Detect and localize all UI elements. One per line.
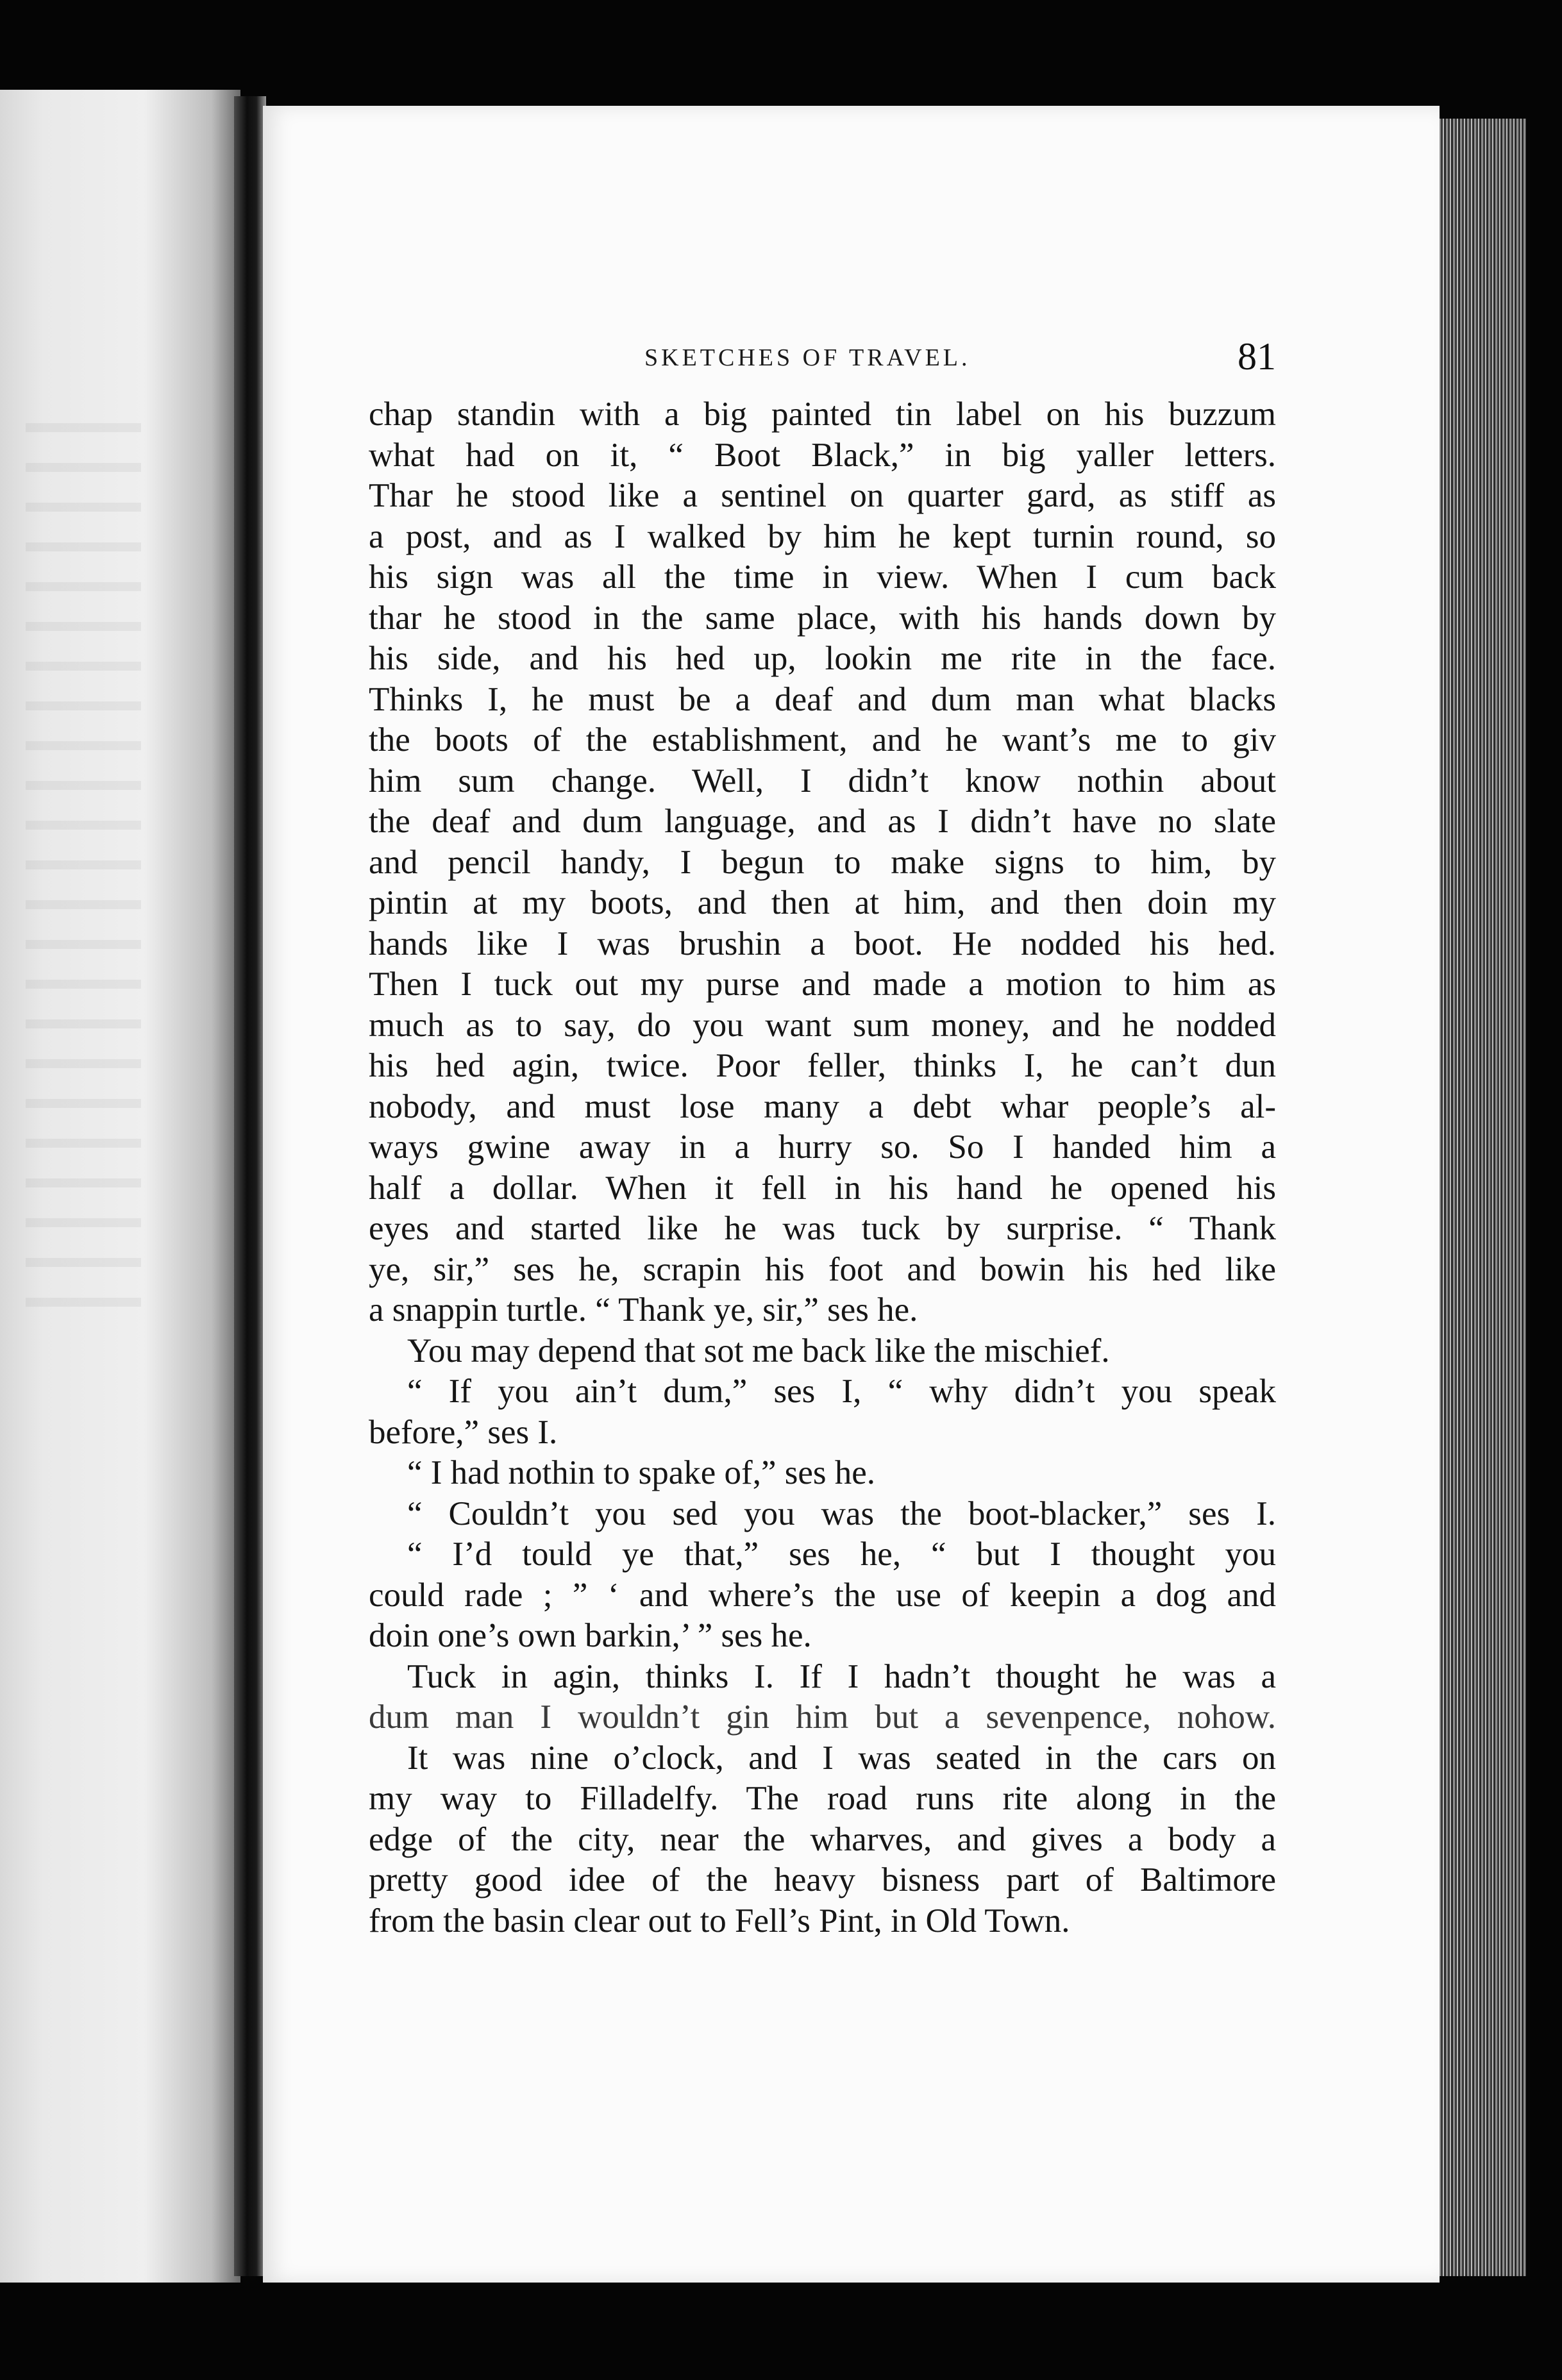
text-line: pintin at my boots, and then at him, and then doin my [369, 884, 1276, 921]
text-line: the deaf and dum language, and as I didn’t have no slate [369, 803, 1276, 840]
text-line: what had on it, “ Boot Black,” in big yaller letters. [369, 436, 1276, 474]
page-number: 81 [1238, 335, 1276, 378]
text-line: and pencil handy, I begun to make signs to him, by [369, 843, 1276, 881]
text-line: “ If you ain’t dum,” ses I, “ why didn’t you speak [407, 1373, 1276, 1410]
text-line: ye, sir,” ses he, scrapin his foot and bowin his hed like [369, 1250, 1276, 1288]
text-line: It was nine o’clock, and I was seated in the cars on [407, 1739, 1276, 1777]
text-line: Thar he stood like a sentinel on quarter gard, as stiff as [369, 477, 1276, 514]
text-line: his hed agin, twice. Poor feller, thinks I, he can’t dun [369, 1047, 1276, 1084]
text-line: pretty good idee of the heavy bisness part of Baltimore [369, 1861, 1276, 1898]
text-line: his sign was all the time in view. When I cum back [369, 558, 1276, 596]
body-text [369, 394, 1276, 1941]
text-line: a snappin turtle. “ Thank ye, sir,” ses he. [369, 1291, 918, 1328]
text-line: Thinks I, he must be a deaf and dum man what blacks [369, 680, 1276, 718]
text-line: ways gwine away in a hurry so. So I handed him a [369, 1128, 1276, 1166]
running-head: SKETCHES OF TRAVEL. [644, 344, 971, 371]
page-fore-edge [1430, 119, 1526, 2276]
text-line: him sum change. Well, I didn’t know nothin about [369, 762, 1276, 800]
text-line: “ I’d tould ye that,” ses he, “ but I thought you [407, 1536, 1276, 1573]
page-header [644, 335, 1276, 386]
text-line: his side, and his hed up, lookin me rite in the face. [369, 640, 1276, 677]
text-line: my way to Filladelfy. The road runs rite along in the [369, 1780, 1276, 1817]
text-line: nobody, and must lose many a debt whar people’s al- [369, 1087, 1276, 1125]
text-line: hands like I was brushin a boot. He nodded his hed. [369, 925, 1276, 962]
left-page [0, 90, 240, 2283]
text-line: “ I had nothin to spake of,” ses he. [407, 1454, 876, 1491]
book-gutter [234, 96, 266, 2276]
text-line: edge of the city, near the wharves, and gives a body a [369, 1820, 1276, 1858]
text-line: from the basin clear out to Fell’s Pint, in Old Town. [369, 1902, 1070, 1940]
text-line: Then I tuck out my purse and made a motion to him as [369, 966, 1276, 1003]
text-line: the boots of the establishment, and he want’s me to giv [369, 721, 1276, 758]
text-line: Tuck in agin, thinks I. If I hadn’t thought he was a [407, 1657, 1276, 1695]
text-line: thar he stood in the same place, with his hands down by [369, 599, 1276, 637]
text-line: eyes and started like he was tuck by surprise. “ Thank [369, 1210, 1276, 1247]
text-line: doin one’s own barkin,’ ” ses he. [369, 1617, 812, 1654]
text-line: could rade ; ” ‘ and where’s the use of keepin a dog and [369, 1576, 1276, 1614]
text-line: much as to say, do you want sum money, and he nodded [369, 1006, 1276, 1044]
text-line: “ Couldn’t you sed you was the boot-blacker,” ses I. [407, 1495, 1276, 1532]
text-line: a post, and as I walked by him he kept turnin round, so [369, 517, 1276, 555]
text-line: You may depend that sot me back like the mischief. [407, 1332, 1110, 1370]
text-line: chap standin with a big painted tin label on his buzzum [369, 396, 1276, 433]
text-line: dum man I wouldn’t gin him but a sevenpence, nohow. [369, 1698, 1276, 1736]
text-line: half a dollar. When it fell in his hand he opened his [369, 1169, 1276, 1207]
text-line: before,” ses I. [369, 1413, 558, 1451]
